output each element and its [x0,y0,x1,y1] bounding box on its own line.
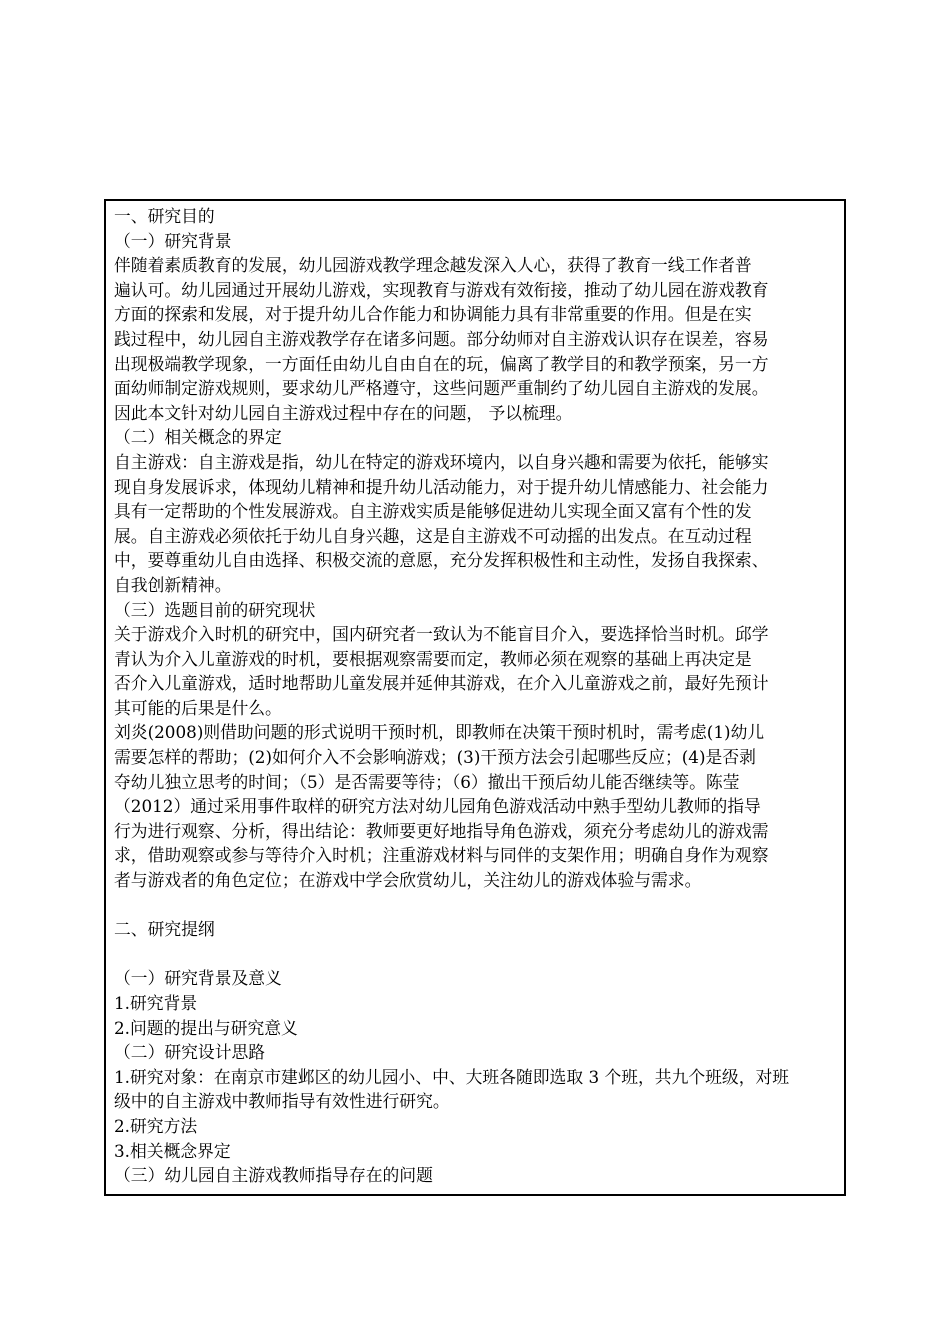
text-line: 自我创新精神。 [114,574,232,595]
text-line: 自主游戏：自主游戏是指，幼儿在特定的游戏环境内，以自身兴趣和需要为依托，能够实 [114,451,769,472]
text-line: 一、研究目的 [114,206,215,226]
text-line: 方面的探索和发展，对于提升幼儿合作能力和协调能力具有非常重要的作用。但是在实 [114,304,752,325]
text-line: （2012）通过采用事件取样的研究方法对幼儿园角色游戏活动中熟手型幼儿教师的指导 [114,796,761,817]
text-line: 行为进行观察、分析，得出结论：教师要更好地指导角色游戏，须充分考虑幼儿的游戏需 [114,820,769,841]
text-line: 二、研究提纲 [114,919,215,940]
text-line: 关于游戏介入时机的研究中，国内研究者一致认为不能盲目介入，要选择恰当时机。邱学 [114,624,769,645]
text-line: 出现极端教学现象，一方面任由幼儿自由自在的玩，偏离了教学目的和教学预案，另一方 [114,353,769,374]
text-line: 面幼师制定游戏规则，要求幼儿严格遵守，这些问题严重制约了幼儿园自主游戏的发展。 [114,378,769,399]
text-line: 2.问题的提出与研究意义 [114,1017,298,1038]
text-line: 伴随着素质教育的发展，幼儿园游戏教学理念越发深入人心，获得了教育一线工作者普 [114,255,752,276]
text-line: 其可能的后果是什么。 [114,697,282,718]
text-line: 否介入儿童游戏，适时地帮助儿童发展并延伸其游戏，在介入儿童游戏之前，最好先预计 [114,673,769,694]
text-line: 1.研究对象：在南京市建邺区的幼儿园小、中、大班各随即选取 3 个班，共九个班级，对班 [114,1066,790,1087]
text-line: 刘炎(2008)则借助问题的形式说明干预时机，即教师在决策干预时机时，需考虑(1)幼儿 [114,722,765,743]
text-line: 因此本文针对幼儿园自主游戏过程中存在的问题， 予以梳理。 [114,402,573,423]
text-line: 求，借助观察或参与等待介入时机；注重游戏材料与同伴的支架作用；明确自身作为观察 [114,845,769,866]
text-line: （三）幼儿园自主游戏教师指导存在的问题 [114,1165,433,1186]
text-line: 展。自主游戏必须依托于幼儿自身兴趣，这是自主游戏不可动摇的出发点。在互动过程 [114,525,752,546]
blank-line [114,893,838,918]
blank-line [114,942,838,967]
text-line: 中，要尊重幼儿自由选择、积极交流的意愿，充分发挥积极性和主动性，发扬自我探索、 [114,550,769,571]
proposal-table-cell [104,199,846,1196]
text-line: 1.研究背景 [114,993,198,1013]
text-line: 遍认可。幼儿园通过开展幼儿游戏，实现教育与游戏有效衔接，推动了幼儿园在游戏教育 [114,279,769,300]
text-line: 现自身发展诉求，体现幼儿精神和提升幼儿活动能力，对于提升幼儿情感能力、社会能力 [114,476,769,497]
text-line: 者与游戏者的角色定位；在游戏中学会欣赏幼儿，关注幼儿的游戏体验与需求。 [114,870,702,891]
text-line: 夺幼儿独立思考的时间；（5）是否需要等待；（6）撤出干预后幼儿能否继续等。陈莹 [114,771,740,792]
text-line: （三）选题目前的研究现状 [114,599,316,620]
text-line: （二）相关概念的界定 [114,427,282,448]
text-line: 2.研究方法 [114,1115,198,1136]
text-line: （一）研究背景及意义 [114,968,282,989]
text-line: 践过程中，幼儿园自主游戏教学存在诸多问题。部分幼师对自主游戏认识存在误差，容易 [114,328,769,349]
text-line: （二）研究设计思路 [114,1042,266,1063]
text-line: 具有一定帮助的个性发展游戏。自主游戏实质是能够促进幼儿实现全面又富有个性的发 [114,501,752,522]
text-line: （一）研究背景 [114,230,232,251]
text-line: 3.相关概念界定 [114,1140,231,1161]
text-line: 青认为介入儿童游戏的时机，要根据观察需要而定，教师必须在观察的基础上再决定是 [114,648,752,669]
text-line: 需要怎样的帮助；(2)如何介入不会影响游戏；(3)干预方法会引起哪些反应；(4)是否剥 [114,747,756,768]
text-line: 级中的自主游戏中教师指导有效性进行研究。 [114,1091,450,1112]
